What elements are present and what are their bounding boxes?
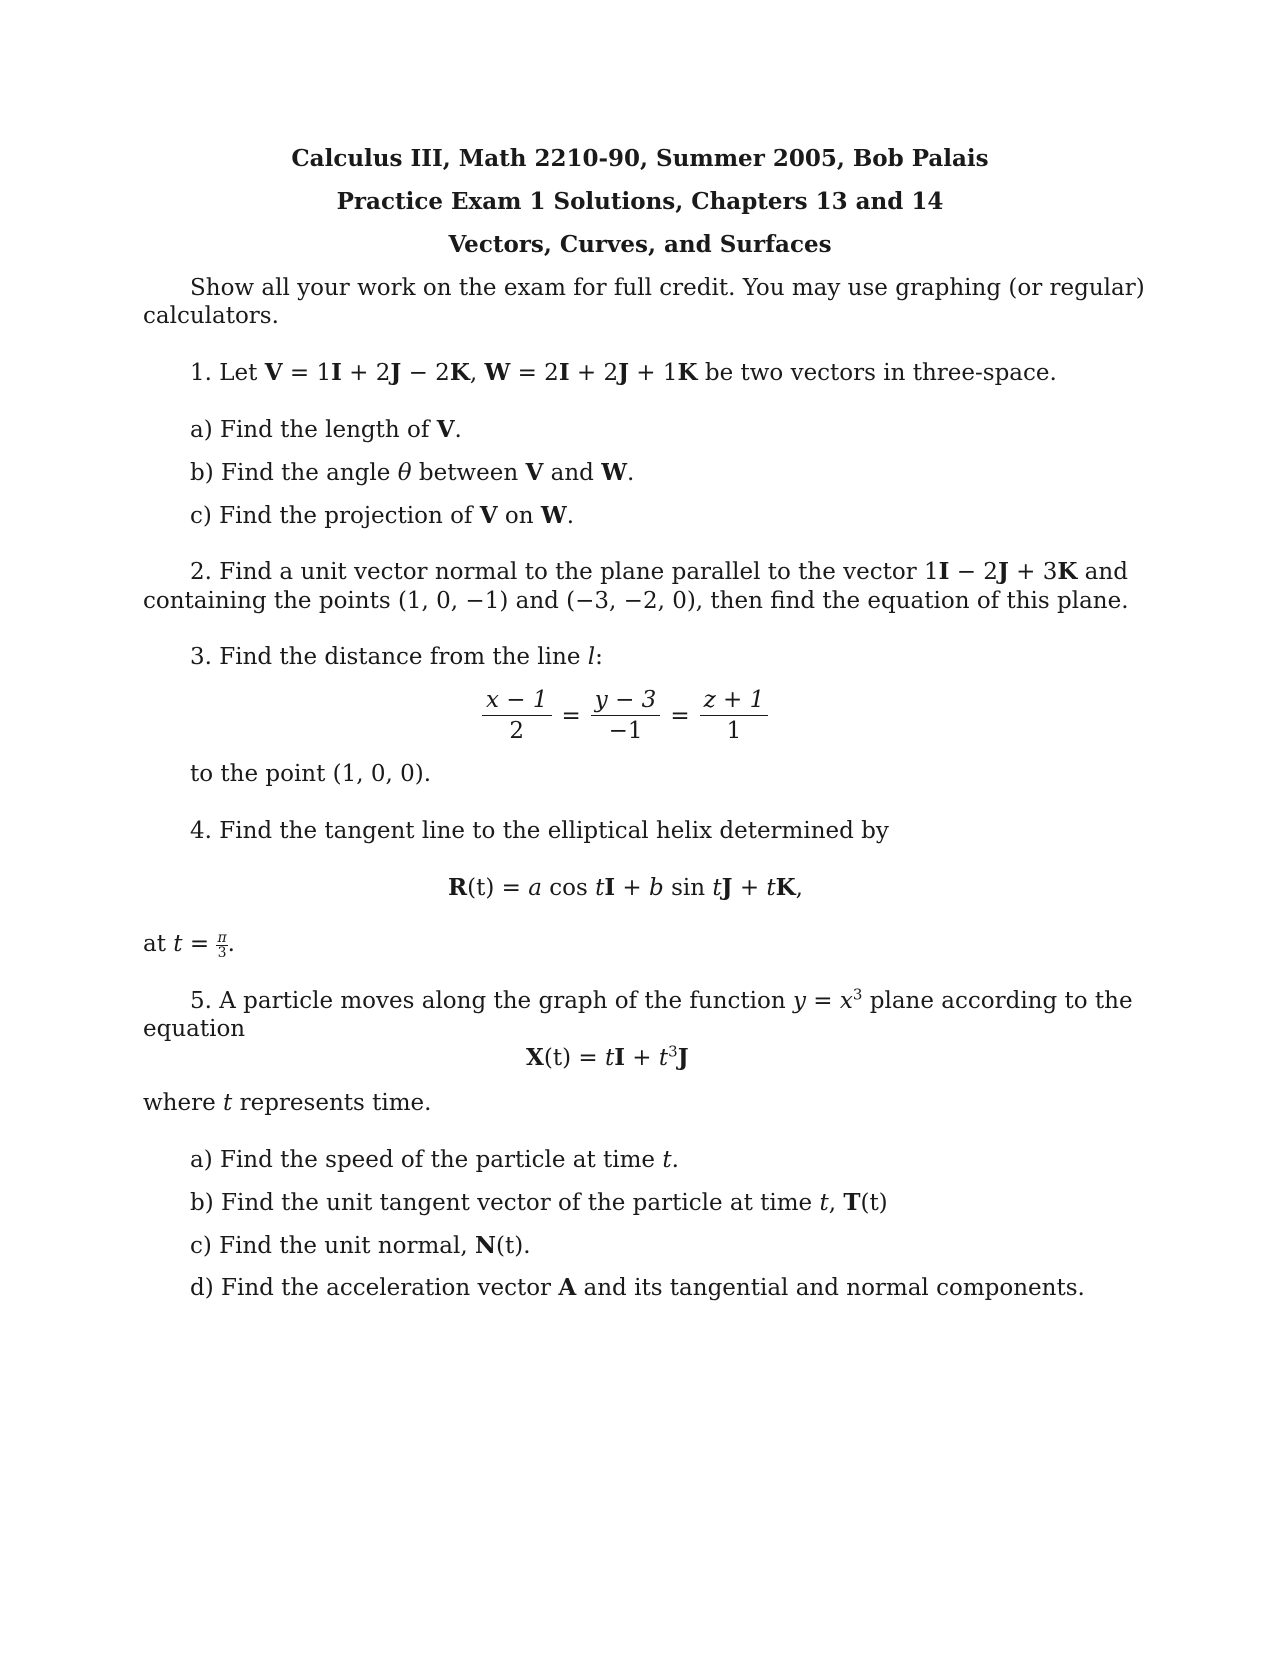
pi-over-3: $\frac{\pi}{3}$ — [217, 929, 227, 961]
q5-part-d: d) Find the acceleration vector A and its tangential and normal components. — [190, 1274, 1085, 1301]
q1-part-b: b) Find the angle θ between V and W. — [190, 459, 635, 486]
q5-part-b: b) Find the unit tangent vector of the particle at time t, T(t) — [190, 1189, 888, 1216]
q4-statement: 4. Find the tangent line to the elliptical helix determined by — [190, 818, 889, 844]
fraction-y: $\frac{y - 3}{-1}$ — [591, 687, 661, 744]
intro-line-2: calculators. — [143, 303, 279, 329]
q1-statement: 1. Let V = 1I + 2J − 2K, W = 2I + 2J + 1K be two vectors in three-space. — [190, 359, 1057, 386]
q5-line-1: 5. A particle moves along the graph of the function $y = x^3$ plane according to the — [190, 985, 1133, 1014]
q2-line-2: containing the points (1, 0, −1) and (−3, −2, 0), then find the equation of this plane. — [143, 588, 1129, 614]
q5-part-c: c) Find the unit normal, N(t). — [190, 1232, 531, 1259]
course-title: Calculus III, Math 2210-90, Summer 2005, Bob Palais — [291, 145, 989, 172]
q5-line-2: equation — [143, 1016, 246, 1042]
intro-line-1: Show all your work on the exam for full credit. You may use graphing (or regular) — [190, 275, 1145, 301]
q3-statement: 3. Find the distance from the line l: — [190, 644, 603, 670]
topic-title: Vectors, Curves, and Surfaces — [448, 231, 832, 258]
exam-title: Practice Exam 1 Solutions, Chapters 13 and 14 — [336, 188, 944, 215]
q3-line-equation: $\frac{x - 1}{2}$ = $\frac{y - 3}{-1}$ = $\frac{z + 1}{1}$ — [482, 687, 768, 744]
q4-at-t: at t = $\frac{\pi}{3}$ . — [143, 929, 235, 961]
q5-position-equation: X(t) = tI + $t^3J$ — [526, 1042, 689, 1071]
q3-point: to the point (1, 0, 0). — [190, 761, 432, 787]
q5-where: where t represents time. — [143, 1090, 432, 1116]
q2-line-1: 2. Find a unit vector normal to the plane parallel to the vector 1I − 2J + 3K and — [190, 558, 1128, 585]
q5-part-a: a) Find the speed of the particle at time t. — [190, 1147, 679, 1173]
q1-part-a: a) Find the length of V. — [190, 416, 462, 443]
fraction-x: $\frac{x - 1}{2}$ — [482, 687, 552, 744]
q4-helix-equation: R(t) = a cos tI + b sin tJ + tK, — [448, 874, 803, 901]
q1-part-c: c) Find the projection of V on W. — [190, 502, 575, 529]
fraction-z: $\frac{z + 1}{1}$ — [700, 687, 769, 744]
